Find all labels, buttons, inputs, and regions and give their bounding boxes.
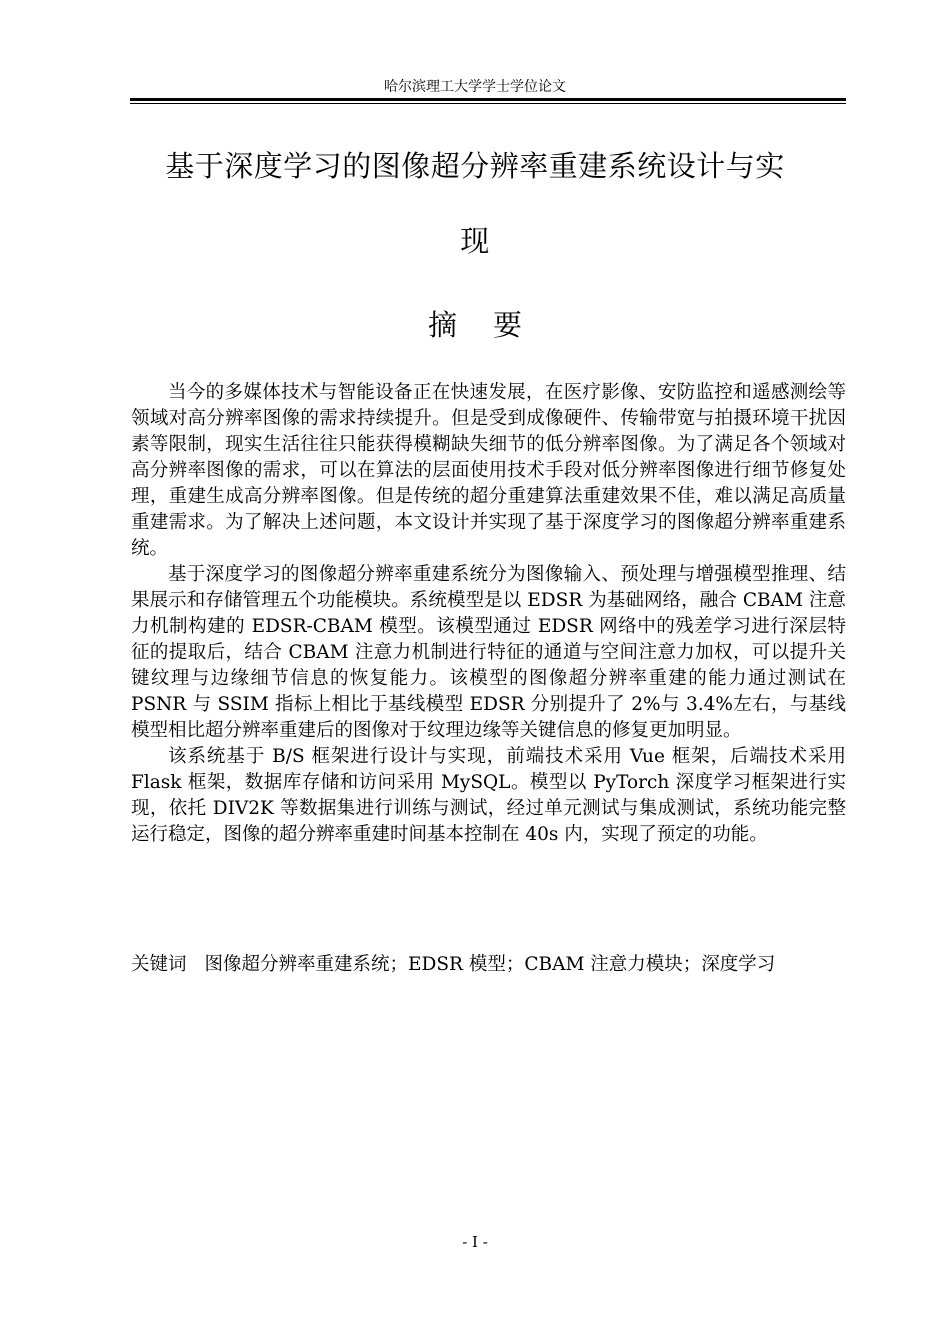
- thesis-title-line-1: 基于深度学习的图像超分辨率重建系统设计与实: [165, 149, 785, 183]
- page-number: - I -: [462, 1233, 488, 1251]
- keywords-section: [131, 952, 846, 978]
- header-rule-thin: [130, 103, 846, 104]
- abstract-paragraph-3: 该系统基于 B/S 框架进行设计与实现，前端技术采用 Vue 框架，后端技术采用 Flask 框架，数据库存储和访问采用 MySQL。模型以 PyTorch 深度学习框架进行实现，依托 DIV2K 等数据集进行训练与测试，经过单元测试与集成测试，系统功能完整运行稳定，图像的超分辨率重建时间基本控制在 40s 内，实现了预定的功能。: [131, 746, 846, 845]
- abstract-body: [131, 380, 846, 848]
- abstract-paragraph-1: 当今的多媒体技术与智能设备正在快速发展，在医疗影像、安防监控和遥感测绘等领域对高分辨率图像的需求持续提升。但是受到成像硬件、传输带宽与拍摄环境干扰因素等限制，现实生活往往只能获得模糊缺失细节的低分辨率图像。为了满足各个领域对高分辨率图像的需求，可以在算法的层面使用技术手段对低分辨率图像进行细节修复处理，重建生成高分辨率图像。但是传统的超分重建算法重建效果不佳，难以满足高质量重建需求。为了解决上述问题，本文设计并实现了基于深度学习的图像超分辨率重建系统。: [131, 382, 846, 559]
- header-rule-thick: [130, 98, 846, 101]
- thesis-title-line-2: 现: [460, 224, 490, 258]
- keywords-label: 关键词: [131, 954, 187, 975]
- abstract-heading-char-2: 要: [493, 308, 523, 342]
- abstract-heading: [0, 305, 950, 345]
- running-header: 哈尔滨理工大学学士学位论文: [384, 79, 566, 95]
- abstract-paragraph-2: 基于深度学习的图像超分辨率重建系统分为图像输入、预处理与增强模型推理、结果展示和存储管理五个功能模块。系统模型是以 EDSR 为基础网络，融合 CBAM 注意力机制构建的 EDSR-CBAM 模型。该模型通过 EDSR 网络中的残差学习进行深层特征的提取后，结合 CBAM 注意力机制进行特征的通道与空间注意力加权，可以提升关键纹理与边缘细节信息的恢复能力。该模型的图像超分辨率重建的能力通过测试在 PSNR 与 SSIM 指标上相比于基线模型 EDSR 分别提升了 2%与 3.4%左右，与基线模型相比超分辨率重建后的图像对于纹理边缘等关键信息的修复更加明显。: [131, 564, 846, 741]
- abstract-heading-char-1: 摘: [427, 308, 457, 342]
- keywords-text: 图像超分辨率重建系统；EDSR 模型；CBAM 注意力模块；深度学习: [204, 954, 776, 975]
